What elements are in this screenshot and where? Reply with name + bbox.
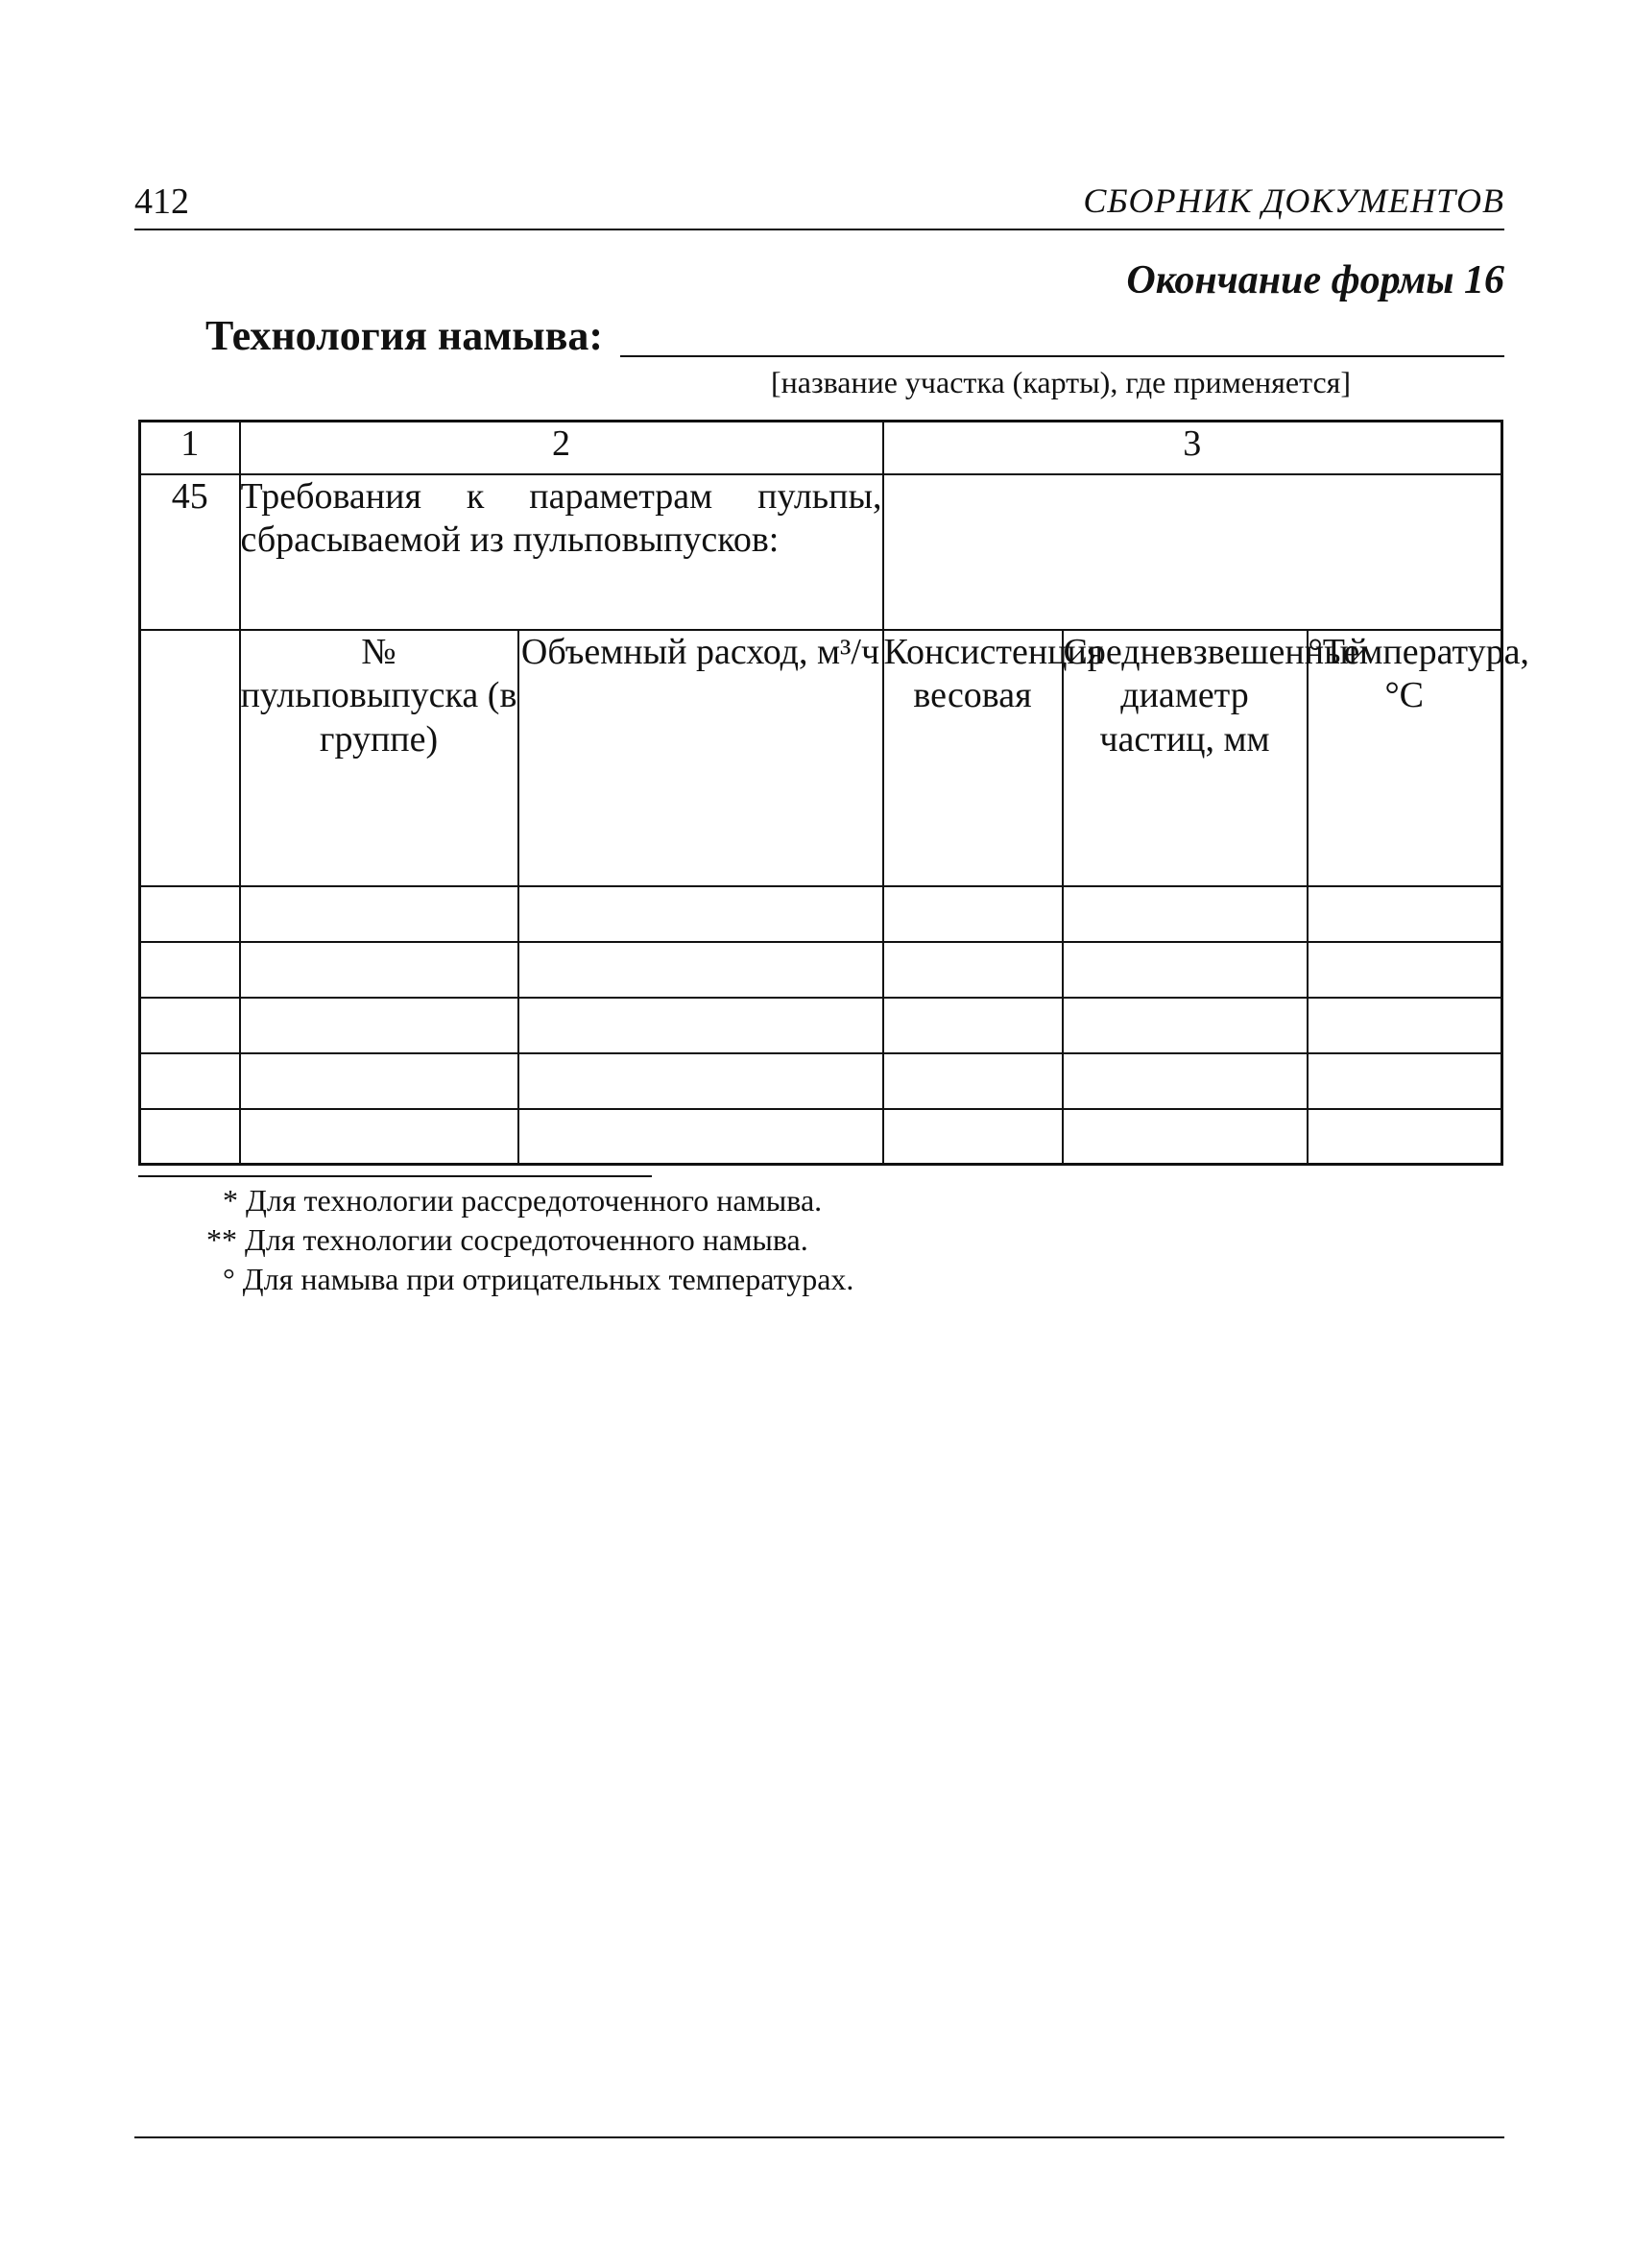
page-number: 412 [134, 181, 189, 222]
item-row [140, 474, 1502, 630]
field-label: Технология намыва: [205, 312, 604, 359]
column-number-1: 1 [140, 422, 240, 474]
cell[interactable] [518, 886, 883, 942]
form-caption: Окончание формы 16 [1126, 258, 1504, 302]
item-text: Требования к параметрам пульпы, сбрасываемой из пульповыпусков: [240, 474, 883, 630]
cell[interactable] [518, 1053, 883, 1109]
cell[interactable] [883, 942, 1063, 998]
cell[interactable] [140, 1053, 240, 1109]
column-number-row [140, 422, 1502, 474]
cell[interactable] [883, 886, 1063, 942]
data-row [140, 886, 1502, 942]
cell[interactable] [140, 942, 240, 998]
item-number: 45 [140, 474, 240, 630]
cell[interactable] [1308, 998, 1502, 1053]
footnote-3: ° Для намыва при отрицательных температурах. [223, 1262, 854, 1296]
cell[interactable] [883, 1053, 1063, 1109]
subheader-consistency: Консистенция весовая [883, 630, 1063, 886]
cell[interactable] [140, 1109, 240, 1165]
subheader-outlet-number: № пульповыпуска (в группе) [240, 630, 518, 886]
cell[interactable] [1063, 1053, 1308, 1109]
subheader-row [140, 630, 1502, 886]
item-value-cell[interactable] [883, 474, 1502, 630]
cell[interactable] [1308, 886, 1502, 942]
cell[interactable] [240, 1053, 518, 1109]
data-row [140, 998, 1502, 1053]
data-row [140, 942, 1502, 998]
cell[interactable] [140, 998, 240, 1053]
column-number-2: 2 [240, 422, 883, 474]
cell[interactable] [1063, 1109, 1308, 1165]
footnote-2: ** Для технологии сосредоточенного намыва. [206, 1222, 808, 1257]
cell[interactable] [518, 998, 883, 1053]
subheader-blank [140, 630, 240, 886]
cell[interactable] [1063, 998, 1308, 1053]
cell[interactable] [240, 998, 518, 1053]
cell[interactable] [883, 1109, 1063, 1165]
cell[interactable] [1308, 942, 1502, 998]
cell[interactable] [140, 886, 240, 942]
subheader-flow-rate: Объемный расход, м³/ч [518, 630, 883, 886]
bottom-rule [134, 2136, 1504, 2138]
cell[interactable] [240, 886, 518, 942]
column-number-3: 3 [883, 422, 1502, 474]
cell[interactable] [1063, 942, 1308, 998]
cell[interactable] [1063, 886, 1308, 942]
cell[interactable] [518, 1109, 883, 1165]
cell[interactable] [1308, 1053, 1502, 1109]
footnote-rule [138, 1175, 652, 1177]
header-rule [134, 229, 1504, 230]
running-title: СБОРНИК ДОКУМЕНТОВ [1083, 181, 1504, 220]
form-table [138, 420, 1529, 1166]
cell[interactable] [518, 942, 883, 998]
data-row [140, 1053, 1502, 1109]
footnote-1: * Для технологии рассредоточенного намыва. [223, 1183, 823, 1218]
field-hint: [название участка (карты), где применяется] [770, 365, 1352, 399]
subheader-temperature: °Температура, °С [1308, 630, 1502, 886]
cell[interactable] [1308, 1109, 1502, 1165]
subheader-particle-diameter: Средневзвешенный диаметр частиц, мм [1063, 630, 1308, 886]
cell[interactable] [883, 998, 1063, 1053]
field-input-line[interactable] [620, 355, 1504, 357]
data-row [140, 1109, 1502, 1165]
cell[interactable] [240, 1109, 518, 1165]
cell[interactable] [240, 942, 518, 998]
